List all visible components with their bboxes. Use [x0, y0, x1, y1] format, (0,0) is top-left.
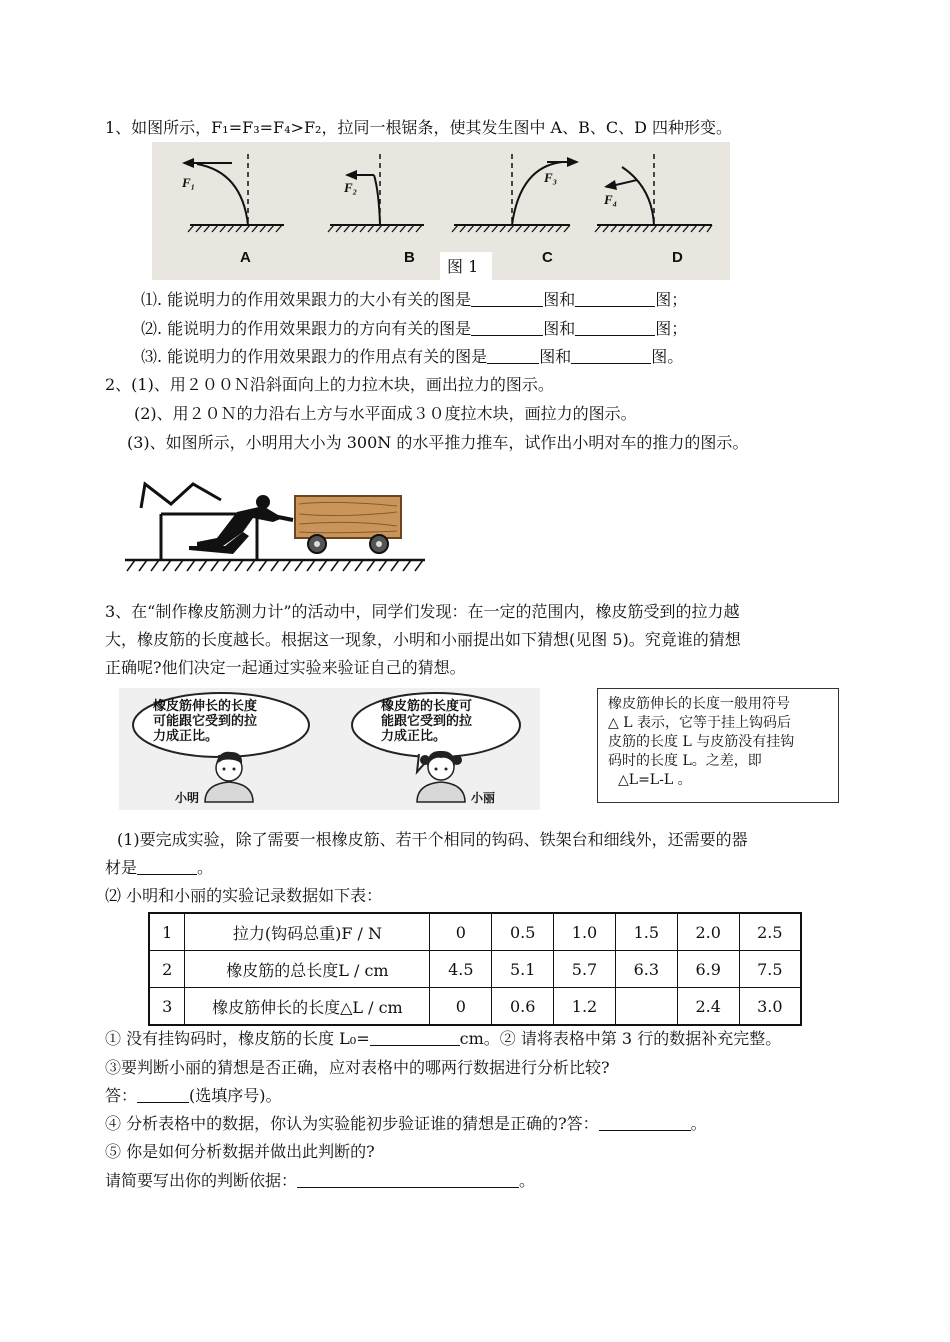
table-cell: 2.0 [677, 913, 739, 951]
q3-part1-line2 [105, 857, 213, 879]
force-label-f4: F₄ [604, 192, 618, 207]
q1-sub2-blank-b[interactable] [575, 319, 655, 336]
q2-line2: (2)、用２０Ｎ的力沿右上方与水平面成３０度拉木块，画拉力的图示。 [134, 404, 637, 423]
note-line4: 码时的长度 L。之差，即 [608, 753, 762, 769]
row-selection-blank[interactable] [137, 1086, 189, 1103]
q1-sub3-pre: ⑶. 能说明力的作用效果跟力的作用点有关的图是 [141, 347, 488, 366]
table-row [149, 988, 801, 1026]
q3-item-e2-post: 。 [519, 1171, 536, 1190]
equipment-answer-blank[interactable] [137, 858, 197, 875]
xiaoming-name: 小明 [175, 791, 200, 805]
q1-sub2 [141, 318, 687, 340]
table-cell: 5.1 [492, 951, 554, 988]
definition-note-box [597, 688, 839, 803]
q1-sub1-mid: 图和 [543, 290, 576, 309]
table-row [149, 913, 801, 951]
table-cell: 0 [430, 988, 492, 1026]
table-cell: 2.4 [677, 988, 739, 1026]
table-row [149, 951, 801, 988]
row-label: 橡皮筋伸长的长度△L / cm [185, 988, 430, 1026]
q3-item-e2 [105, 1170, 535, 1192]
q1-sub2-pre: ⑵. 能说明力的作用效果跟力的方向有关的图是 [141, 319, 472, 338]
table-cell: 5.7 [554, 951, 616, 988]
q3-item-c-answer [105, 1085, 282, 1107]
q3-para1: 3、在“制作橡皮筋测力计”的活动中，同学们发现：在一定的范围内，橡皮筋受到的拉力越 [105, 602, 740, 621]
q3-item-d-post: 。 [690, 1114, 707, 1133]
q3-part1-post: 。 [197, 858, 214, 877]
q1-sub1 [141, 289, 687, 311]
note-line5: △L=L-L 。 [618, 772, 692, 788]
table-cell: 4.5 [430, 951, 492, 988]
q3-para2: 大，橡皮筋的长度越长。根据这一现象，小明和小丽提出如下猜想(见图 5)。究竟谁的猜想 [105, 630, 741, 649]
q1-stem: 1、如图所示，F₁=F₃=F₄>F₂，拉同一根锯条，使其发生图中 A、B、C、D 四种形变。 [105, 118, 733, 137]
table-cell: 0.6 [492, 988, 554, 1026]
row-label: 拉力(钩码总重)F / N [185, 913, 430, 951]
figure-caption: 图 1 [447, 257, 479, 276]
q3-item-d-pre: ④ 分析表格中的数据，你认为实验能初步验证谁的猜想是正确的?答： [105, 1114, 599, 1133]
force-label-f1: F₁ [182, 175, 196, 190]
data-table [148, 912, 802, 1026]
q2-line1: 2、(1)、用２００Ｎ沿斜面向上的力拉木块，画出拉力的图示。 [105, 375, 554, 394]
q3-item-e: ⑤ 你是如何分析数据并做出此判断的? [105, 1142, 375, 1161]
xiaoli-bubble-line2: 能跟它受到的拉 [381, 714, 473, 729]
q2-line3: (3)、如图所示，小明用大小为 300N 的水平推力推车，试作出小明对车的推力的图示。 [127, 433, 749, 452]
q3-item-c-ans-post: (选填序号)。 [189, 1086, 282, 1105]
q3-part1-pre: 材是 [105, 858, 138, 877]
q1-sub1-blank-b[interactable] [575, 290, 655, 307]
force-label-f3: F₃ [544, 170, 558, 185]
row-number: 2 [149, 951, 185, 988]
table-cell: 1.5 [615, 913, 677, 951]
xiaoli-bubble-line1: 橡皮筋的长度可 [381, 699, 473, 714]
q3-item-a [105, 1028, 781, 1050]
row-number: 3 [149, 988, 185, 1026]
l0-answer-blank[interactable] [370, 1029, 460, 1046]
q1-sub1-blank-a[interactable] [471, 290, 543, 307]
table-cell: 6.3 [615, 951, 677, 988]
q3-item-d [105, 1113, 707, 1135]
figure-pushing-cart [125, 476, 433, 576]
table-cell: 7.5 [739, 951, 801, 988]
xiaoming-bubble-line2: 可能跟它受到的拉 [153, 714, 258, 729]
figure-1-saw-blade [152, 142, 730, 280]
q1-sub3 [141, 346, 683, 368]
q3-item-c-ans-pre: 答： [105, 1086, 138, 1105]
table-cell: 0.5 [492, 913, 554, 951]
panel-label-b: B [404, 249, 415, 266]
q3-item-c: ③要判断小丽的猜想是否正确，应对表格中的哪两行数据进行分析比较? [105, 1058, 610, 1077]
q1-sub2-blank-a[interactable] [471, 319, 543, 336]
panel-label-a: A [240, 249, 251, 266]
q1-sub3-post: 图。 [651, 347, 684, 366]
row-number: 1 [149, 913, 185, 951]
q1-sub2-post: 图； [655, 319, 688, 338]
basis-answer-blank[interactable] [297, 1171, 519, 1188]
table-cell: 2.5 [739, 913, 801, 951]
q3-part2: ⑵ 小明和小丽的实验记录数据如下表： [105, 886, 383, 905]
q3-part1-line1: (1)要完成实验，除了需要一根橡皮筋、若干个相同的钩码、铁架台和细线外，还需要的器 [117, 830, 748, 849]
xiaoli-bubble-line3: 力成正比。 [381, 729, 447, 744]
q1-sub3-mid: 图和 [539, 347, 572, 366]
force-label-f2: F₂ [344, 180, 358, 195]
q3-item-a-pre: ① 没有挂钩码时，橡皮筋的长度 L₀= [105, 1029, 370, 1048]
panel-label-d: D [672, 249, 683, 266]
whose-guess-blank[interactable] [599, 1114, 691, 1131]
q3-item-a-post: cm。② 请将表格中第 3 行的数据补充完整。 [459, 1029, 782, 1048]
xiaoli-name: 小丽 [471, 791, 496, 805]
q1-sub3-blank-b[interactable] [571, 347, 651, 364]
q1-sub3-blank-a[interactable] [487, 347, 539, 364]
note-line1: 橡皮筋伸长的长度一般用符号 [608, 696, 790, 712]
missing-value-cell[interactable] [615, 988, 677, 1026]
q1-sub1-post: 图； [655, 290, 688, 309]
table-cell: 3.0 [739, 988, 801, 1026]
q1-sub1-pre: ⑴. 能说明力的作用效果跟力的大小有关的图是 [141, 290, 472, 309]
xiaoming-bubble-line3: 力成正比。 [153, 729, 219, 744]
note-line3: 皮筋的长度 L 与皮筋没有挂钩 [608, 734, 795, 750]
row-label: 橡皮筋的总长度L / cm [185, 951, 430, 988]
q3-item-e2-pre: 请简要写出你的判断依据： [105, 1171, 298, 1190]
panel-label-c: C [542, 249, 553, 266]
note-line2: △ L 表示，它等于挂上钩码后 [608, 715, 791, 731]
q1-sub2-mid: 图和 [543, 319, 576, 338]
q3-para3: 正确呢?他们决定一起通过实验来验证自己的猜想。 [105, 658, 466, 677]
table-cell: 6.9 [677, 951, 739, 988]
table-cell: 1.0 [554, 913, 616, 951]
figure-5-conjectures [119, 688, 540, 810]
table-cell: 1.2 [554, 988, 616, 1026]
table-cell: 0 [430, 913, 492, 951]
xiaoming-bubble-line1: 橡皮筋伸长的长度 [153, 699, 258, 714]
